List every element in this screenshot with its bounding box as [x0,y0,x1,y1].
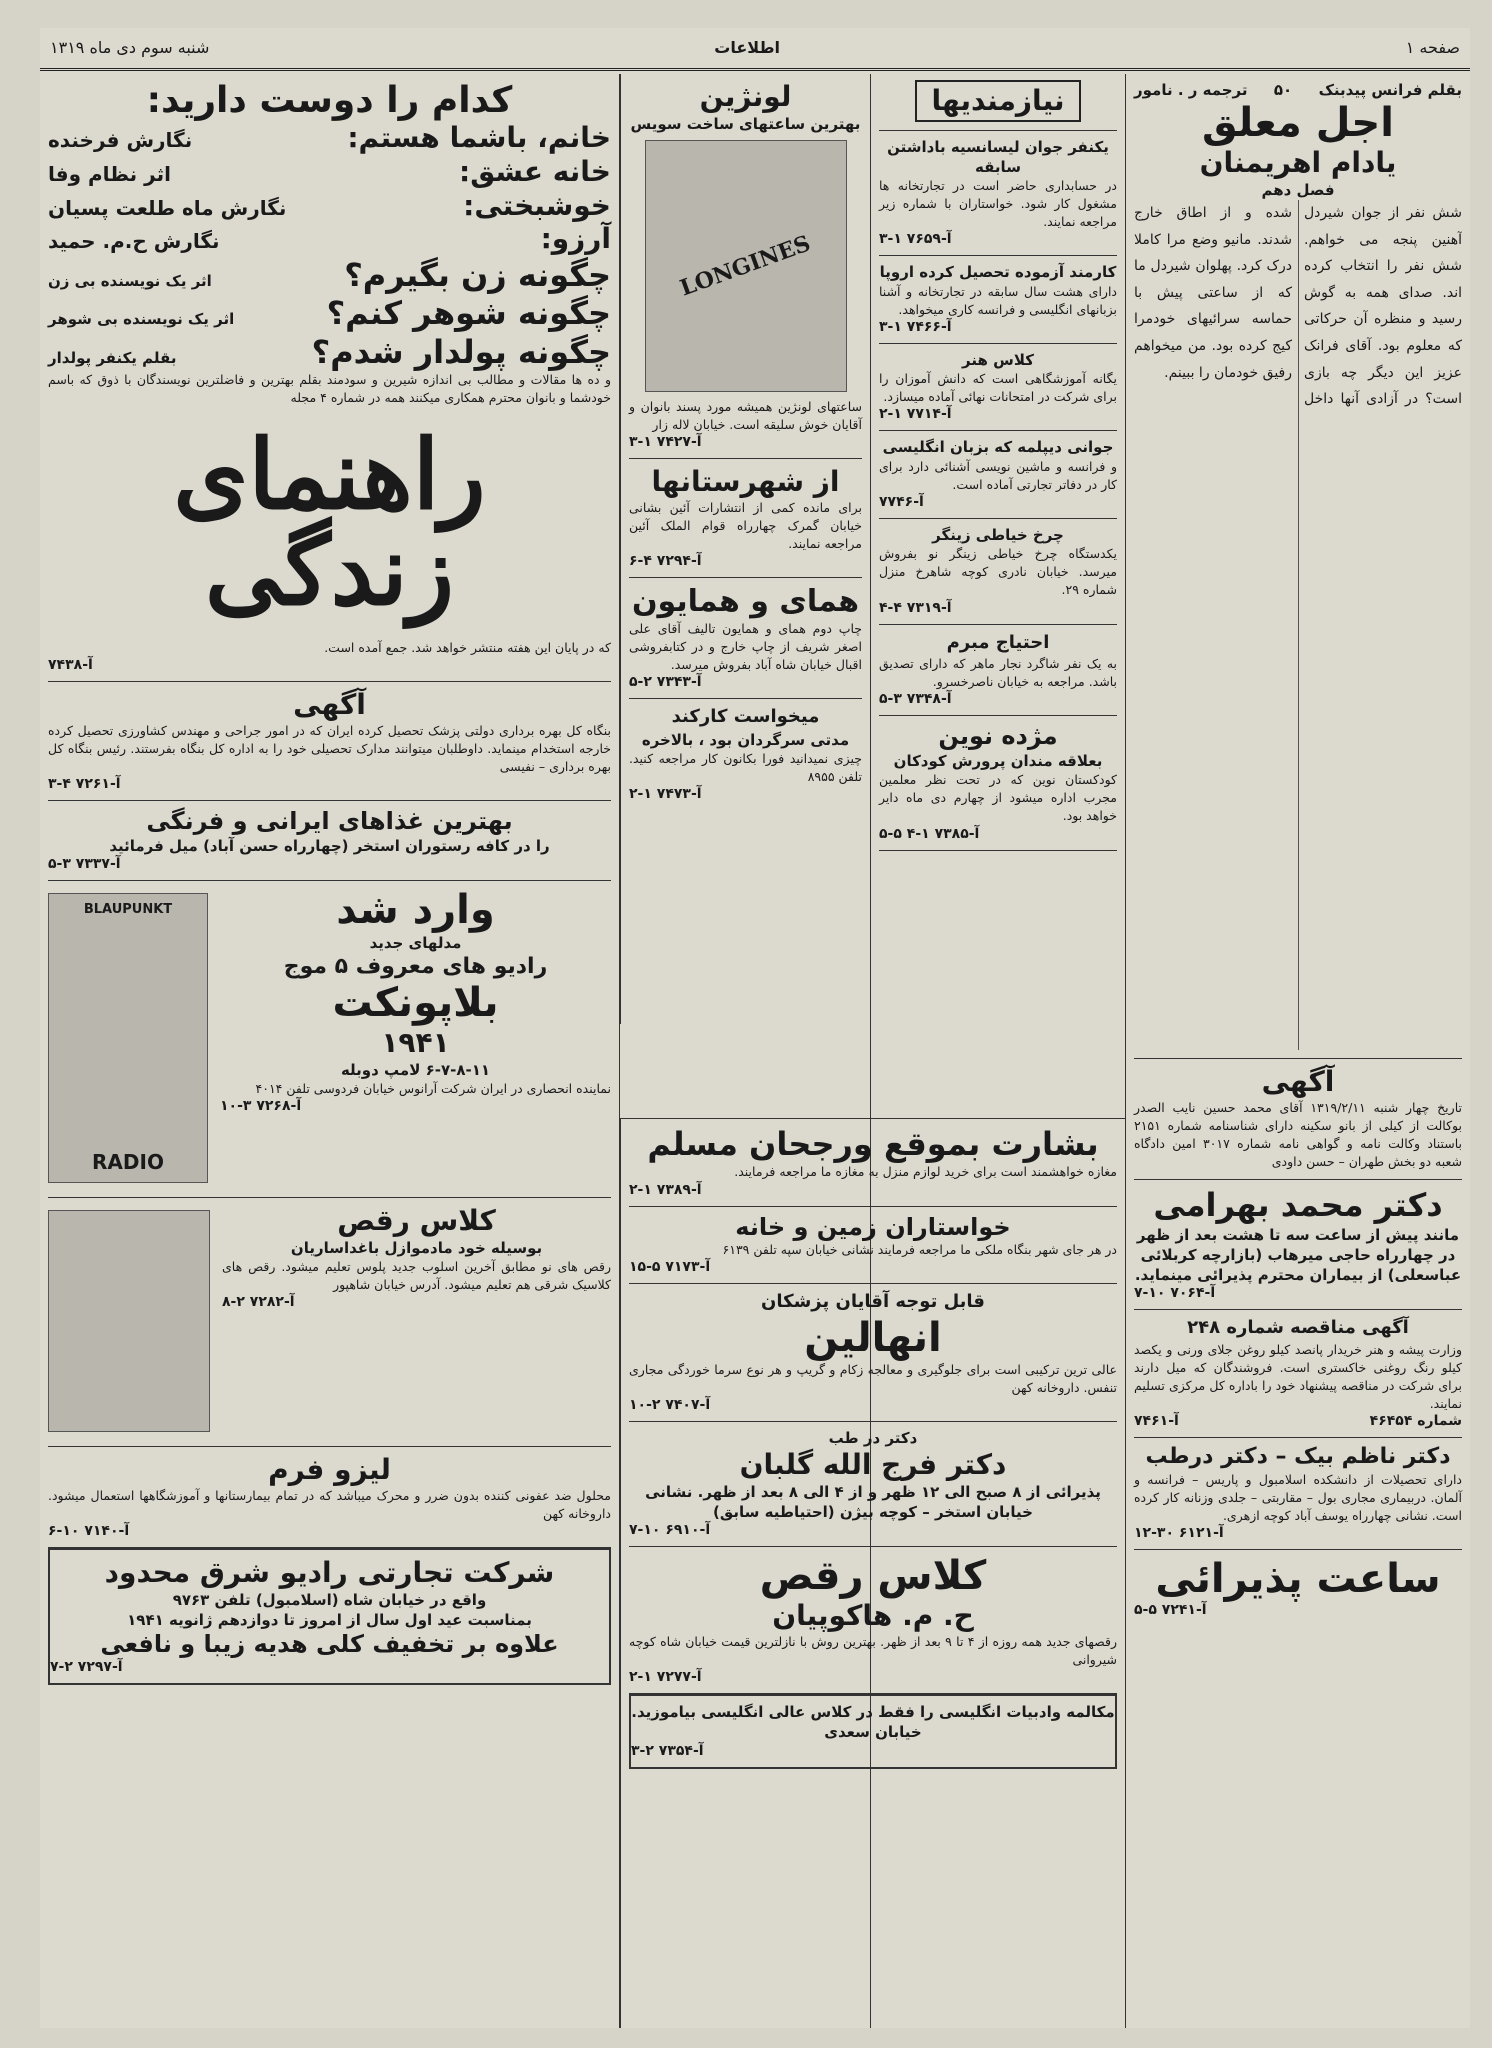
article-title: خوشبختی: [463,188,611,222]
restaurant-ad [48,801,611,881]
worker-subtitle: مدتی سرگردان بود ، بالاخره [641,730,850,749]
radio-illustration [48,893,208,1183]
ad-code: آ-۷۳۱۹ ۴-۴ [879,599,952,616]
ad-title: جوانی دیپلمه که بزبان انگلیسی [882,438,1114,457]
needs-title: نیازمندیها [915,80,1080,122]
longines-title: لونژین [699,80,792,113]
clinic-ad [1134,1550,1462,1626]
dance-class-title: کلاس رقص [759,1553,987,1600]
good-news-title: بشارت بموقع ورجحان مسلم [647,1125,1099,1163]
ad-title: چرخ خیاطی زینگر [932,525,1064,544]
classified-ad [879,519,1117,625]
dance-school-title: کلاس رقص [337,1204,496,1238]
ad-text: دارای هشت سال سابقه در تجارتخانه و آشنا بزبانهای انگلیسی و فرانسه کاری میخواهد. [879,283,1117,317]
physician-title: دکتر فرج الله گلبان [739,1448,1007,1482]
ad-title: کلاس هنر [962,350,1034,369]
ad-code: آ-۷۳۴۸ ۳-۵ [879,691,952,708]
land-code: آ-۷۱۷۳ ۵-۱۵ [629,1259,711,1276]
radio-company-offer: علاوه بر تخفیف کلی هدیه زیبا و نافعی [100,1630,559,1659]
radio-ad [48,881,611,1198]
radio-badge: BLAUPUNKT [83,902,173,918]
radio-company-code: آ-۷۲۹۷ ۲-۷ [50,1659,123,1676]
article-author: اثر یک نویسنده بی زن [48,271,212,290]
ad-text: در حسابداری حاضر است در تجارتخانه ها مشغول کار شود. خواستاران با شماره زیر مراجعه نمایند. [879,178,1117,230]
magazine-note: که در پایان این هفته منتشر خواهد شد. جمع آمده است. [324,640,611,656]
article-title: خانم، باشما هستم: [347,121,611,155]
radio-company-ad [48,1548,611,1685]
lysoform-title: لیزو فرم [268,1453,391,1487]
tender-code: آ-۷۴۶۱ [1134,1413,1179,1430]
classified-ad [879,431,1117,519]
provinces-title: از شهرستانها [651,465,840,499]
homa-ad [629,578,862,699]
ad-code: آ-۷۴۶۶ ۱-۳ [879,318,952,335]
worker-text: چیزی نمیدانید فورا بکانون کار مراجعه کنید. تلفن ۸۹۵۵ [629,750,862,785]
restaurant-code: آ-۷۳۳۷ ۳-۵ [48,856,121,873]
longines-text: ساعتهای لونژین همیشه مورد پسند بانوان و آقایان خوش سلیقه است. خیابان لاله زار [629,398,862,432]
doctor2-text: دارای تحصیلات از دانشکده اسلامبول و پاریس – فرانسه و آلمان. دربیماری مجاری بول – مقاربتی – جلدی وزنانه کار کرده است. نشانی چهارراه یوسف آباد کوچه ازهری. [1134,1471,1462,1523]
ad-subtitle: بعلاقه مندان پرورش کودکان [893,751,1103,770]
provinces-code: آ-۷۲۹۴ ۴-۶ [629,553,702,570]
magazine-code: آ-۷۴۳۸ [48,657,93,674]
watch-illustration [645,140,847,392]
classified-ad [879,131,1117,257]
ad-code: آ-۷۶۵۹ ۱-۳ [879,231,952,248]
inhaline-ad [629,1284,1117,1422]
radio-text: نماینده انحصاری در ایران شرکت آرانوس خیابان فردوسی تلفن ۴۰۱۴ [255,1080,611,1096]
story-text: شش نفر از جوان شیردل آهنین پنجه می خواهم. شش نفر را انتخاب کرده اند. صدای همه به گوش رسید و منظره آن حرکاتی که معلوم بود. آقای فرانک عزیز این دیگر چه بازی است؟ در آزادی آنها داخل شده و از اطاق خارج شدند. مانیو وضع مرا کاملا درک کرد. پهلوان شیردل ما که از ساعتی پیش با حماسه سرائیهای خودمرا کیج کرده بود. من میخواهم رفیق خودمان را ببینم. [1134,205,1462,408]
needs-header [879,74,1117,131]
ad-code: آ-۷۷۱۴ ۱-۲ [879,406,952,423]
doctor2-code: آ-۶۱۲۱ ۳۰-۱۲ [1134,1524,1224,1541]
article-title: آرزو: [540,222,611,256]
physician-subtitle: دکتر در طب [828,1428,918,1447]
article-author: اثر نظام وفا [48,161,171,186]
notice-title: آگهی [1261,1065,1335,1099]
tender-ad [1134,1310,1462,1438]
longines-subtitle: بهترین ساعتهای ساخت سویس [630,114,861,133]
provinces-text: برای مانده کمی از انتشارات آئین بشانی خیابان گمرک چهارراه قوام الملک آئین مراجعه نمایند. [629,499,862,551]
radio-company-line: بمناسبت عید اول سال از امروز تا دوازدهم ژانویه ۱۹۴۱ [127,1611,532,1630]
article-title: چگونه پولدار شدم؟ [311,332,611,371]
ad-text: و فرانسه و ماشین نویسی آشنائی دارد برای کار در دفاتر تجارتی آماده است. [879,458,1117,492]
article-author: بقلم یکنفر پولدار [48,348,177,367]
physician-text: پذیرائی از ۸ صبح الی ۱۲ ظهر و از ۴ الی ۸ بعد از ظهر. نشانی خیابان استخر – کوچه بیژن (احتیاطیه سابق) [645,1482,1101,1522]
column-magazine [40,74,620,2028]
physician-code: آ-۶۹۱۰ ۱۰-۷ [629,1522,711,1539]
tender-title: آگهی مناقصه شماره ۲۴۸ [1187,1317,1409,1339]
radio-line: رادیو های معروف ۵ موج [283,953,548,979]
longines-ad [629,74,862,459]
ad-code: آ-۷۳۸۵ ۱-۴ ۵-۵ [879,825,980,842]
radio-title: وارد شد [336,887,495,934]
english-class-text: مکالمه وادبیات انگلیسی را فقط در کلاس عالی انگلیسی بیاموزید. خیابان سعدی [631,1703,1115,1742]
longines-brand: LONGINES [676,230,815,302]
doctor-title: دکتر محمد بهرامی [1153,1186,1443,1225]
dance-school-text: رقص های نو مطابق آخرین اسلوب جدید پلوس تعلیم میشود. رقص های کلاسیک شرقی هم تعلیم میشود. آدرس خیابان شاهپور [222,1259,611,1293]
dance-teacher: ح. م. هاکوپیان [772,1599,974,1633]
ad-text: یگانه آموزشگاهی است که دانش آموزان را برای شرکت در امتحانات نهائی آماده میسازد. [879,371,1117,405]
doctor2-ad [1134,1438,1462,1550]
dancer-illustration [48,1210,210,1432]
worker-title: میخواست کارکند [671,706,820,728]
hiring-title: آگهی [293,688,366,722]
inhaline-title: انهالین [804,1314,942,1361]
dance-school-code: آ-۷۲۸۲ ۲-۸ [222,1294,295,1311]
inhaline-text: عالی ترین ترکیبی است برای جلوگیری و معالجه زکام و گریپ و هر نوع سرما خوردگی مجاری تنفس. داروخانه کهن [629,1361,1117,1395]
english-class-ad [629,1694,1117,1769]
dance-school-subtitle: بوسیله خود مادموازل باغداساریان [290,1238,543,1257]
serial-subtitle: یادام اهریمنان [1199,146,1397,180]
classified-ad [879,256,1117,344]
good-news-code: آ-۷۳۸۹ ۱-۲ [629,1181,702,1198]
dance-class-ad [629,1547,1117,1694]
dance-class-text: رقصهای جدید همه روزه از ۴ تا ۹ بعد از ظهر. بهترین روش با نازلترین قیمت خیابان شاه کوچه شیروانی [629,1633,1117,1668]
ad-text: به یک نفر شاگرد نجار ماهر که دارای تصدیق باشد. مراجعه به خیابان ناصرخسرو. [879,655,1117,690]
chapter: فصل دهم [1261,180,1335,199]
masthead: اطلاعات [714,38,780,57]
doctor-ad [1134,1180,1462,1310]
column-ads [620,74,870,1024]
doctor2-title: دکتر ناظم بیک – دکتر درطب [1145,1444,1451,1470]
worker-code: آ-۷۴۷۳ ۱-۲ [629,786,702,803]
page-header [40,28,1470,71]
lysoform-ad [48,1447,611,1548]
classified-ad [879,625,1117,717]
longines-code: آ-۷۴۲۷ ۱-۳ [629,434,702,451]
homa-title: همای و همایون [631,584,860,620]
issue-date: شنبه سوم دی ماه ۱۳۱۹ [50,38,210,57]
question-title: کدام را دوست دارید: [146,80,513,121]
hiring-code: آ-۷۲۶۱ ۴-۳ [48,776,121,793]
hiring-notice [48,682,611,801]
good-news-ad [629,1119,1117,1207]
radio-year: ۱۹۴۱ [381,1025,450,1059]
article-author: نگارش ح.م. حمید [48,229,220,254]
classified-ad [879,344,1117,432]
doctor-text: مانند پیش از ساعت سه تا هشت بعد از ظهر در چهارراه حاجی میرهاب (بازارچه کربلائی عباسعلی) از بیماران محترم پذیرائی مینماید. [1134,1225,1462,1285]
physician-ad [629,1422,1117,1547]
tender-text: وزارت پیشه و هنر خریدار پانصد کیلو روغن جلای ورنی و یکصد کیلو رنگ روغنی خاکستری است. فروشندگان که میل دارند برای شرکت در مناقصه پیشنهاد خود را باداره کل مرکزی تسلیم نمایند. [1134,1341,1462,1411]
radio-company-subtitle: واقع در خیابان شاه (اسلامبول) تلفن ۹۷۶۳ [172,1590,487,1609]
serial-number: ۵۰ [1273,81,1293,99]
radio-lamps: ۶-۷-۸-۱۱ لامپ دوبله [340,1060,491,1079]
wide-ads [620,1118,1125,2028]
good-news-text: مغازه خواهشمند است برای خرید لوازم منزل به مغازه ما مراجعه فرمایند. [734,1164,1117,1180]
tender-number: شماره ۴۶۴۵۴ [1369,1413,1462,1430]
ad-text: یکدستگاه چرخ خیاطی زینگر نو بفروش میرسد. خیابان نادری کوچه شاهرخ منزل شماره ۲۹. [879,546,1117,598]
ad-text: کودکستان نوین که در تحت نظر معلمین مجرب اداره میشود از چهارم دی ماه دایر خواهد بود. [879,772,1117,824]
inhaline-code: آ-۷۴۰۷ ۲-۱۰ [629,1396,711,1413]
notice [1134,1059,1462,1180]
lysoform-code: آ-۷۱۴۰ ۱۰-۶ [48,1523,130,1540]
land-title: خواستاران زمین و خانه [735,1212,1011,1241]
worker-ad [629,699,862,810]
magazine-title: راهنمای زندگی [173,418,486,628]
article-title: خانه عشق: [459,154,611,188]
translator: ترجمه ر . نامور [1134,81,1248,99]
english-class-code: آ-۷۳۵۴ ۲-۳ [631,1742,704,1759]
inhaline-top: قابل توجه آقایان پزشکان [761,1291,985,1313]
land-text: در هر جای شهر بنگاه ملکی ما مراجعه فرمایند نشانی خیابان سپه تلفن ۶۱۳۹ [722,1242,1117,1258]
doctor-code: آ-۷۰۶۴ ۱۰-۷ [1134,1285,1216,1302]
magazine-intro: و ده ها مقالات و مطالب بی اندازه شیرین و سودمند بقلم بهترین و فاضلترین نویسندگان با ذوق که باسم خودشما و بانوان محترم همکاری میکنند همه در شماره ۴ مجله [48,371,611,406]
land-ad [629,1207,1117,1285]
provinces-ad [629,459,862,578]
ad-title: کارمند آزموده تحصیل کرده اروپا [879,263,1117,282]
notice-text: تاریخ چهار شنبه ۱۳۱۹/۲/۱۱ آقای محمد حسین نایب الصدر بوکالت از کیلی از بانو سکینه دارای شناسنامه شماره ۲۱۵۱ باستناد وکالت نامه و گواهی نامه شماره ۳۰۱۷ امین دادگاه شعبه دو بخش طهران – حسن داودی [1134,1099,1462,1170]
serial-story [1134,74,1462,1059]
lysoform-text: محلول ضد عفونی کننده بدون ضرر و محرک میباشد که در تمام بیمارستانها و آموزشگاهها استعمال میشود. داروخانه کهن [48,1487,611,1522]
dance-class-code: آ-۷۲۷۷ ۱-۲ [629,1669,702,1686]
hiring-text: بنگاه کل بهره برداری دولتی پزشک تحصیل کرده ایران که در امور جراحی و مهندس کشاورزی تحصیل کرده خارجه استخدام مینماید. داوطلبان میتوانند مدارک تحصیلی خود را به اداره کل بنگاه بفرستند. رئیس بنگاه کل بهره برداری – نفیسی [48,722,611,775]
ad-title: احتیاج مبرم [946,631,1050,653]
magazine-ad [48,74,611,682]
page-number: صفحه ۱ [1405,38,1460,57]
ad-code: آ-۷۷۴۶ [879,493,924,510]
clinic-title: ساعت پذیرائی [1155,1555,1441,1602]
classified-ad [879,716,1117,850]
article-title: چگونه شوهر کنم؟ [326,294,611,333]
radio-brand: بلاپونکت [332,979,499,1026]
newspaper-page [40,28,1470,2028]
ad-title: مژده نوین [938,722,1058,751]
article-title: چگونه زن بگیرم؟ [344,255,611,294]
restaurant-text: را در کافه رستوران استخر (چهارراه حسن آباد) میل فرمائید [109,837,550,856]
serial-title: اجل معلق [1202,100,1394,147]
author: بقلم فرانس پیدبنک [1318,81,1462,99]
radio-company-title: شرکت تجارتی رادیو شرق محدود [104,1556,555,1590]
article-author: نگارش ماه طلعت پسیان [48,195,287,220]
radio-image-label: RADIO [92,1150,164,1175]
radio-subtitle: مدلهای جدید [369,934,462,953]
column-serial [1125,74,1470,2028]
restaurant-title: بهترین غذاهای ایرانی و فرنگی [146,807,513,836]
ad-title: یکنفر جوان لیسانسیه باداشتن سابقه [887,137,1109,176]
radio-code: آ-۷۲۶۸ ۳-۱۰ [220,1097,302,1114]
homa-code: آ-۷۳۴۳ ۲-۵ [629,674,702,691]
dance-school-ad [48,1198,611,1447]
clinic-code: آ-۷۲۴۱ ۵-۵ [1134,1601,1207,1618]
article-author: نگارش فرخنده [48,128,193,153]
homa-text: چاپ دوم همای و همایون تالیف آقای علی اصغر شریف از چاپ خارج و در کتابفروشی اقبال خیابان شاه آباد بفروش میرسد. [629,621,862,673]
article-author: اثر یک نویسنده بی شوهر [48,310,235,329]
